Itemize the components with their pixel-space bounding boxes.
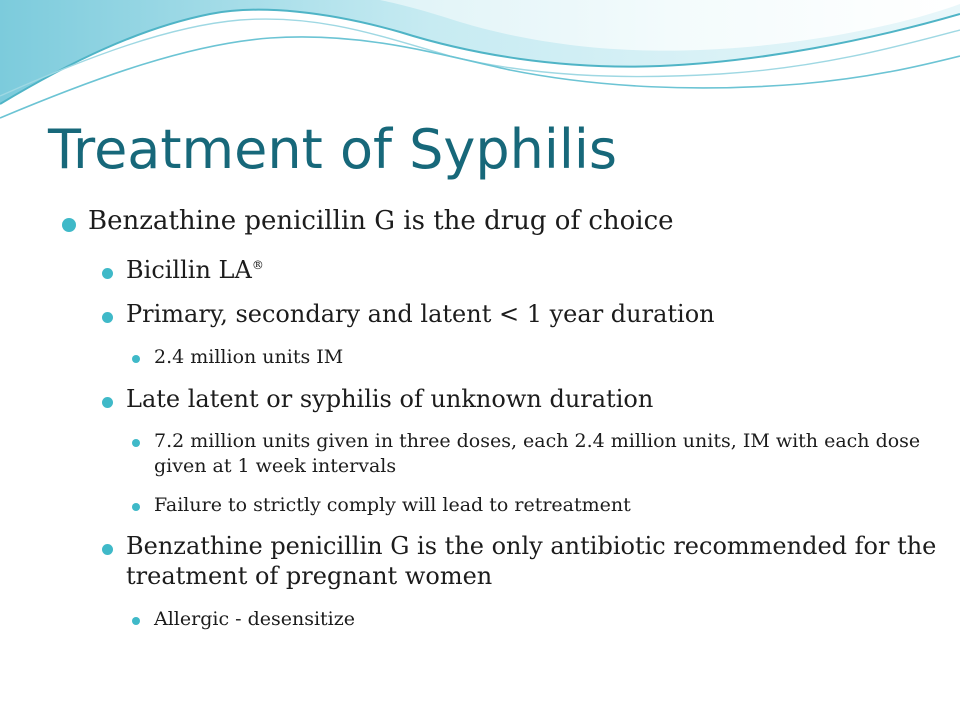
bullet-item	[100, 300, 940, 330]
bullet-dot-icon	[132, 503, 140, 511]
bullet-dot-icon	[102, 312, 113, 323]
header-wave-decoration	[0, 0, 960, 130]
bullet-dot-icon	[132, 355, 140, 363]
bullet-text: Failure to strictly comply will lead to retreatment	[154, 493, 631, 516]
registered-mark: ®	[251, 257, 264, 272]
bullet-item	[100, 532, 940, 592]
bullet-item	[130, 429, 940, 478]
bullet-dot-icon	[62, 218, 76, 232]
bullet-list	[60, 206, 940, 646]
bullet-text: 7.2 million units given in three doses, each 2.4 million units, IM with each dose given at 1 week intervals	[154, 430, 921, 477]
bullet-text: Bicillin LA	[126, 255, 252, 284]
bullet-item	[130, 345, 940, 369]
bullet-dot-icon	[132, 439, 140, 447]
bullet-text: Primary, secondary and latent < 1 year duration	[126, 300, 715, 329]
bullet-dot-icon	[102, 268, 113, 279]
bullet-text: Benzathine penicillin G is the drug of choice	[88, 206, 674, 236]
bullet-text: 2.4 million units IM	[154, 346, 344, 369]
bullet-item	[100, 385, 940, 415]
bullet-text: Benzathine penicillin G is the only antibiotic recommended for the treatment of pregnant women	[126, 532, 937, 590]
bullet-dot-icon	[102, 544, 113, 555]
bullet-dot-icon	[132, 617, 140, 625]
bullet-item	[130, 493, 940, 517]
bullet-dot-icon	[102, 397, 113, 408]
bullet-text: Late latent or syphilis of unknown duration	[126, 384, 654, 413]
bullet-text: Allergic - desensitize	[154, 607, 356, 630]
bullet-item	[130, 607, 940, 631]
bullet-item	[60, 206, 940, 238]
slide-title: Treatment of Syphilis	[48, 118, 618, 181]
bullet-item	[100, 256, 940, 286]
